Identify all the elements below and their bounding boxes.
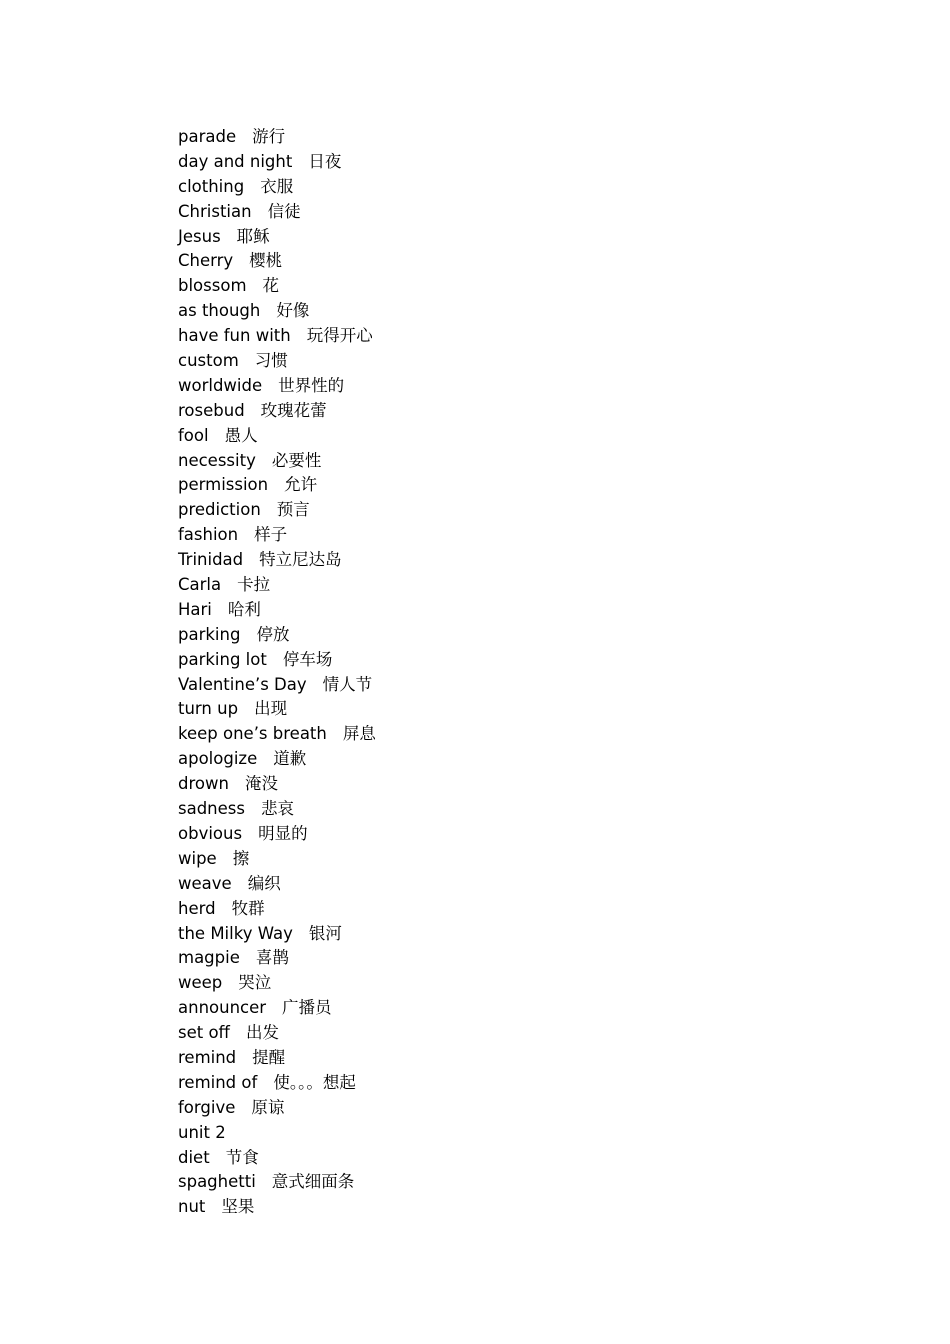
vocab-entry (178, 648, 376, 673)
vocab-translation: 喜鹊 (255, 948, 289, 968)
vocab-translation: 擦 (232, 848, 250, 868)
vocab-term: Trinidad (178, 550, 244, 570)
vocab-term: set off (178, 1023, 230, 1043)
vocab-translation: 屏息 (342, 724, 376, 744)
vocab-translation: 必要性 (271, 450, 322, 470)
vocab-term: weave (178, 873, 232, 893)
vocab-translation: 游行 (252, 127, 286, 146)
vocab-entry (178, 424, 376, 449)
vocab-term: fool (178, 425, 209, 445)
vocab-term: permission (178, 475, 269, 495)
vocab-translation: 出发 (245, 1023, 279, 1043)
vocab-term: obvious (178, 823, 243, 843)
vocab-translation: 坚果 (221, 1197, 255, 1217)
vocab-term: Valentine’s Day (178, 674, 307, 694)
vocab-term: magpie (178, 948, 240, 968)
vocab-term: clothing (178, 176, 245, 196)
vocab-entry (178, 1096, 376, 1121)
vocab-entry (178, 1195, 376, 1220)
vocab-entry (178, 872, 376, 897)
vocab-entry (178, 349, 376, 374)
vocab-translation: 玫瑰花蕾 (260, 400, 327, 420)
vocab-entry (178, 1071, 376, 1096)
vocab-term: weep (178, 973, 223, 993)
vocab-entry (178, 523, 376, 548)
vocab-entry (178, 548, 376, 573)
vocab-term: worldwide (178, 375, 263, 395)
vocab-translation: 停车场 (282, 649, 333, 669)
vocab-translation: 节食 (225, 1147, 259, 1167)
vocab-term: fashion (178, 525, 239, 545)
vocab-translation: 哈利 (227, 599, 261, 619)
vocab-term: unit 2 (178, 1122, 226, 1142)
vocab-term: parade (178, 127, 237, 146)
vocab-term: remind of (178, 1072, 258, 1092)
vocab-translation: 原谅 (251, 1097, 285, 1117)
vocab-translation: 银河 (308, 923, 342, 943)
vocab-term: the Milky Way (178, 923, 293, 943)
vocab-translation: 花 (262, 276, 280, 296)
vocab-term: nut (178, 1197, 206, 1217)
vocab-translation: 出现 (254, 699, 288, 719)
vocab-translation: 情人节 (322, 674, 373, 694)
vocab-term: herd (178, 898, 216, 918)
vocab-translation: 悲哀 (260, 799, 294, 819)
vocab-translation: 玩得开心 (306, 326, 373, 346)
vocab-translation: 世界性的 (278, 375, 345, 395)
vocab-translation: 编织 (247, 873, 281, 893)
vocab-entry (178, 1146, 376, 1171)
vocab-entry (178, 797, 376, 822)
vocab-term: prediction (178, 500, 261, 520)
vocab-entry (178, 125, 376, 150)
vocab-entry (178, 697, 376, 722)
vocab-translation: 淹没 (244, 774, 278, 794)
vocab-term: have fun with (178, 326, 291, 346)
vocabulary-list (178, 125, 376, 1220)
vocab-term: diet (178, 1147, 210, 1167)
vocab-translation: 日夜 (308, 151, 342, 171)
vocab-entry (178, 1046, 376, 1071)
vocab-translation: 牧群 (231, 898, 265, 918)
vocab-entry (178, 747, 376, 772)
vocab-term: parking lot (178, 649, 267, 669)
vocab-entry (178, 897, 376, 922)
vocab-translation: 衣服 (260, 176, 294, 196)
vocab-entry (178, 673, 376, 698)
vocab-translation: 预言 (276, 500, 310, 520)
vocab-entry (178, 1170, 376, 1195)
vocab-entry (178, 299, 376, 324)
vocab-entry (178, 249, 376, 274)
vocab-entry (178, 996, 376, 1021)
vocab-term: sadness (178, 799, 245, 819)
vocab-term: necessity (178, 450, 256, 470)
vocab-entry (178, 449, 376, 474)
vocab-entry (178, 399, 376, 424)
vocab-term: custom (178, 351, 239, 371)
vocab-term: forgive (178, 1097, 236, 1117)
vocab-translation: 使。。。想起 (273, 1072, 356, 1092)
vocab-term: drown (178, 774, 229, 794)
vocab-translation: 卡拉 (237, 575, 271, 595)
vocab-term: turn up (178, 699, 239, 719)
vocab-entry (178, 822, 376, 847)
vocab-term: wipe (178, 848, 217, 868)
vocab-entry (178, 498, 376, 523)
vocab-translation: 特立尼达岛 (259, 550, 342, 570)
vocab-term: keep one’s breath (178, 724, 327, 744)
vocab-translation: 樱桃 (249, 251, 283, 271)
vocab-entry (178, 274, 376, 299)
vocab-translation: 愚人 (224, 425, 258, 445)
vocab-term: spaghetti (178, 1172, 256, 1192)
vocab-translation: 道歉 (273, 749, 307, 769)
vocab-term: rosebud (178, 400, 245, 420)
vocab-term: announcer (178, 998, 267, 1018)
vocab-entry (178, 598, 376, 623)
vocab-term: Jesus (178, 226, 221, 246)
vocab-translation: 停放 (256, 624, 290, 644)
vocab-entry (178, 150, 376, 175)
vocab-translation: 信徒 (267, 201, 301, 221)
vocab-translation: 意式细面条 (271, 1172, 355, 1192)
vocab-entry (178, 200, 376, 225)
vocab-entry (178, 946, 376, 971)
vocab-entry (178, 1021, 376, 1046)
vocab-term: parking (178, 624, 241, 644)
vocab-entry (178, 1121, 376, 1146)
vocab-term: apologize (178, 749, 258, 769)
vocab-term: Cherry (178, 251, 234, 271)
vocab-translation: 样子 (254, 525, 288, 545)
vocab-entry (178, 971, 376, 996)
vocab-entry (178, 324, 376, 349)
vocab-entry (178, 573, 376, 598)
vocab-translation: 哭泣 (238, 973, 272, 993)
vocab-entry (178, 225, 376, 250)
vocab-translation: 广播员 (282, 998, 332, 1018)
vocab-entry (178, 473, 376, 498)
vocab-term: as though (178, 301, 261, 321)
vocab-entry (178, 922, 376, 947)
vocab-translation: 允许 (284, 475, 318, 495)
vocab-term: blossom (178, 276, 247, 296)
vocab-entry (178, 847, 376, 872)
vocab-translation: 提醒 (252, 1047, 286, 1067)
vocab-term: Christian (178, 201, 252, 221)
vocab-term: remind (178, 1047, 237, 1067)
vocab-translation: 好像 (276, 301, 310, 321)
vocab-term: Carla (178, 575, 222, 595)
vocab-entry (178, 772, 376, 797)
vocab-entry (178, 623, 376, 648)
vocab-term: day and night (178, 151, 293, 171)
vocab-translation: 习惯 (254, 351, 288, 371)
vocab-term: Hari (178, 599, 212, 619)
vocab-translation: 耶稣 (236, 226, 270, 246)
vocab-translation: 明显的 (258, 823, 308, 843)
vocab-entry (178, 175, 376, 200)
vocab-entry (178, 722, 376, 747)
vocab-entry (178, 374, 376, 399)
